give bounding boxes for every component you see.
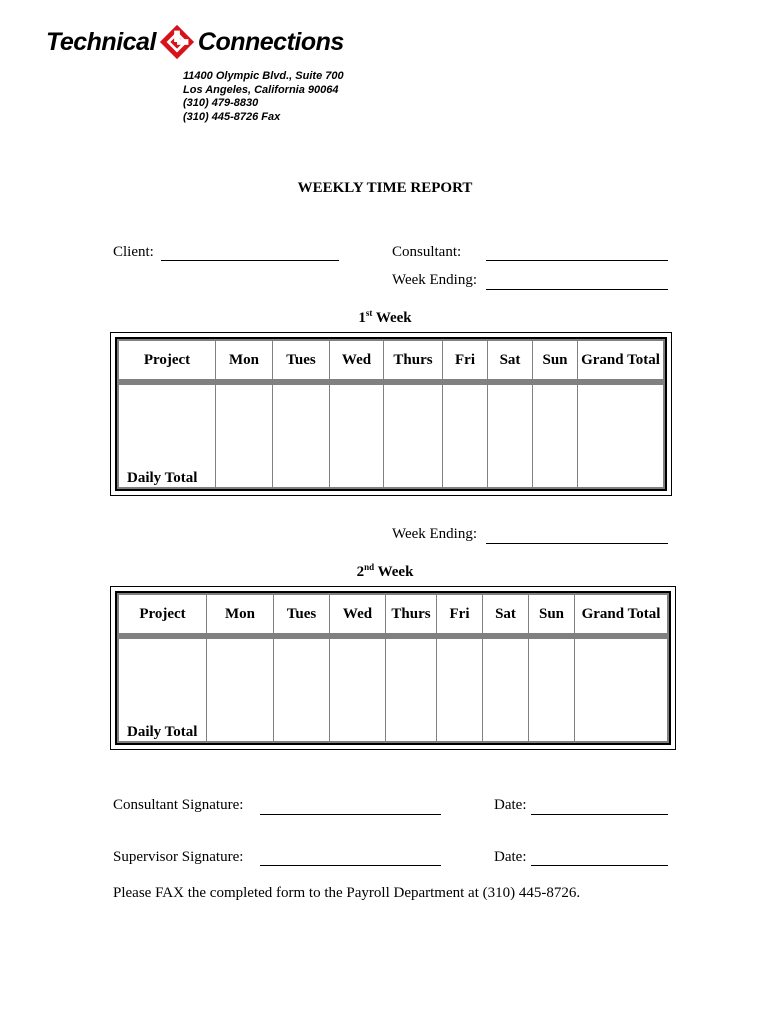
col-thurs: Thurs [384, 341, 442, 379]
consultant-signature-label: Consultant Signature: [113, 797, 244, 813]
consultant-date-label: Date: [494, 797, 527, 813]
col-grand-total: Grand Total [578, 341, 663, 379]
col-mon: Mon [207, 595, 273, 633]
address-line: (310) 479-8830 [183, 97, 259, 109]
daily-total-row [119, 639, 667, 741]
cell[interactable] [483, 639, 528, 741]
cell[interactable] [330, 385, 383, 487]
week2-table [110, 586, 676, 750]
cell[interactable] [273, 385, 329, 487]
consultant-label: Consultant: [392, 244, 462, 260]
supervisor-signature-label: Supervisor Signature: [113, 849, 244, 865]
col-project: Project [119, 341, 215, 379]
footer-note: Please FAX the completed form to the Payroll Department at (310) 445-8726. [113, 885, 581, 901]
supervisor-signature-field[interactable] [260, 865, 441, 866]
cell[interactable] [384, 385, 442, 487]
daily-total-label: Daily Total [119, 639, 206, 741]
col-thurs: Thurs [386, 595, 436, 633]
consultant-date-field[interactable] [531, 814, 668, 815]
address-line: Los Angeles, California 90064 [183, 83, 339, 96]
cell[interactable] [533, 385, 577, 487]
col-wed: Wed [330, 341, 383, 379]
col-tues: Tues [274, 595, 329, 633]
cell[interactable] [386, 639, 436, 741]
cell[interactable] [207, 639, 273, 741]
cell[interactable] [437, 639, 482, 741]
logo-text-left: Technical [46, 27, 156, 56]
col-project: Project [119, 595, 206, 633]
supervisor-date-label: Date: [494, 849, 527, 865]
consultant-field[interactable] [486, 260, 668, 261]
week2-heading: 2nd Week [356, 562, 414, 580]
week-ending-label: Week Ending: [392, 272, 478, 288]
cell[interactable] [443, 385, 487, 487]
page-title: WEEKLY TIME REPORT [297, 180, 473, 196]
company-address [183, 70, 344, 124]
col-wed: Wed [330, 595, 385, 633]
col-fri: Fri [443, 341, 487, 379]
col-sun: Sun [533, 341, 577, 379]
cell[interactable] [575, 639, 667, 741]
col-grand-total: Grand Total [575, 595, 667, 633]
col-sat: Sat [483, 595, 528, 633]
cell[interactable] [578, 385, 663, 487]
cell[interactable] [274, 639, 329, 741]
col-fri: Fri [437, 595, 482, 633]
week1-heading: 1st Week [358, 308, 412, 326]
address-line: (310) 445-8726 Fax [183, 110, 281, 123]
cell[interactable] [216, 385, 272, 487]
col-sun: Sun [529, 595, 574, 633]
col-mon: Mon [216, 341, 272, 379]
col-sat: Sat [488, 341, 532, 379]
address-line: 11400 Olympic Blvd., Suite 700 [183, 70, 344, 82]
cell[interactable] [330, 639, 385, 741]
consultant-signature-field[interactable] [260, 814, 441, 815]
logo-diamond-icon [158, 23, 196, 61]
daily-total-row [119, 385, 663, 487]
week-ending-field[interactable] [486, 289, 668, 290]
table-header-row [119, 341, 663, 379]
col-tues: Tues [273, 341, 329, 379]
daily-total-label: Daily Total [119, 385, 215, 487]
table-header-row [119, 595, 667, 633]
cell[interactable] [488, 385, 532, 487]
week1-table [110, 332, 672, 496]
company-logo [46, 22, 344, 62]
client-field[interactable] [161, 260, 339, 261]
logo-text-right: Connections [197, 27, 344, 56]
cell[interactable] [529, 639, 574, 741]
week2-ending-field[interactable] [486, 543, 668, 544]
supervisor-date-field[interactable] [531, 865, 668, 866]
week2-ending-label: Week Ending: [392, 526, 478, 542]
client-label: Client: [113, 244, 154, 260]
